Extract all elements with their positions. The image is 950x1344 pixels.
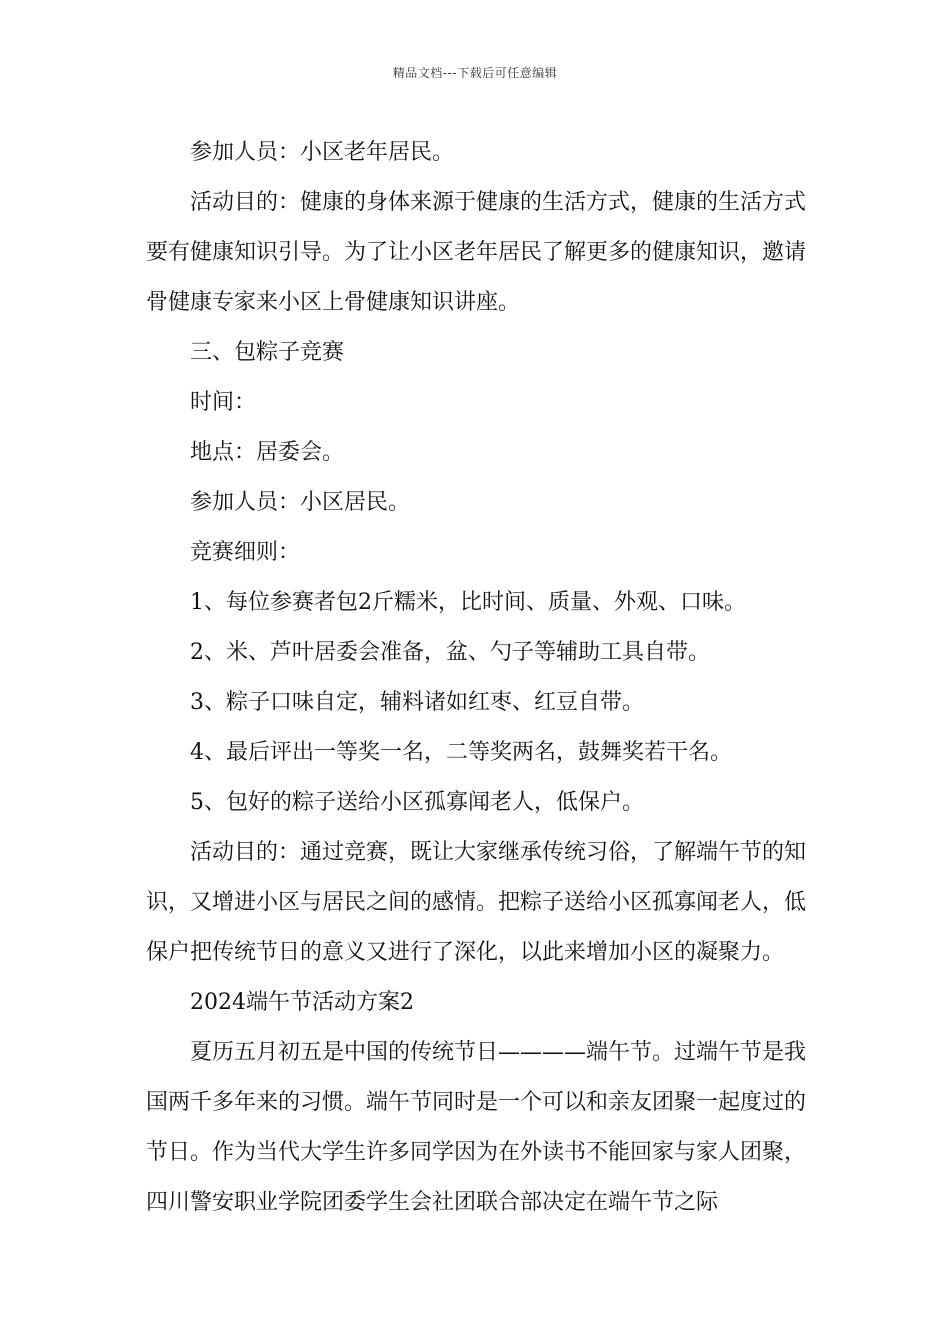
- rule-item-1: 1、每位参赛者包2斤糯米，比时间、质量、外观、口味。: [190, 590, 746, 615]
- paragraph-dragon-boat-intro: 夏历五月初五是中国的传统节日————端午节。过端午节是我国两千多年来的习惯。端午节同时是一个可以和亲友团聚一起度过的节日。作为当代大学生许多同学因为在外读书不能回家与家人团聚，四川警安职业学院团委学生会社团联合部决定在端午节之际: [146, 1040, 807, 1215]
- paragraph-purpose-health: 活动目的：健康的身体来源于健康的生活方式，健康的生活方式要有健康知识引导。为了让小区老年居民了解更多的健康知识，邀请骨健康专家来小区上骨健康知识讲座。: [146, 190, 807, 315]
- section-heading-plan-2: 2024端午节活动方案2: [190, 990, 414, 1015]
- paragraph-contest-rules: 竞赛细则：: [190, 540, 301, 565]
- page-header: 精品文档---下载后可任意编辑: [392, 66, 558, 80]
- paragraph-participants-elderly: 参加人员：小区老年居民。: [190, 140, 455, 165]
- paragraph-purpose-contest: 活动目的：通过竞赛，既让大家继承传统习俗，了解端午节的知识，又增进小区与居民之间的感情。把粽子送给小区孤寡闻老人，低保户把传统节日的意义又进行了深化，以此来增加小区的凝聚力。: [146, 840, 807, 965]
- paragraph-time: 时间：: [190, 390, 257, 415]
- section-heading-zongzi-contest: 三、包粽子竞赛: [190, 340, 345, 365]
- paragraph-location: 地点：居委会。: [190, 440, 345, 465]
- rule-item-3: 3、粽子口味自定，辅料诸如红枣、红豆自带。: [190, 690, 644, 715]
- document-body: [146, 128, 806, 1228]
- rule-item-5: 5、包好的粽子送给小区孤寡闻老人，低保户。: [190, 790, 644, 815]
- paragraph-participants-residents: 参加人员：小区居民。: [190, 490, 411, 515]
- rule-item-2: 2、米、芦叶居委会准备，盆、勺子等辅助工具自带。: [190, 640, 710, 665]
- rule-item-4: 4、最后评出一等奖一名，二等奖两名，鼓舞奖若干名。: [190, 740, 732, 765]
